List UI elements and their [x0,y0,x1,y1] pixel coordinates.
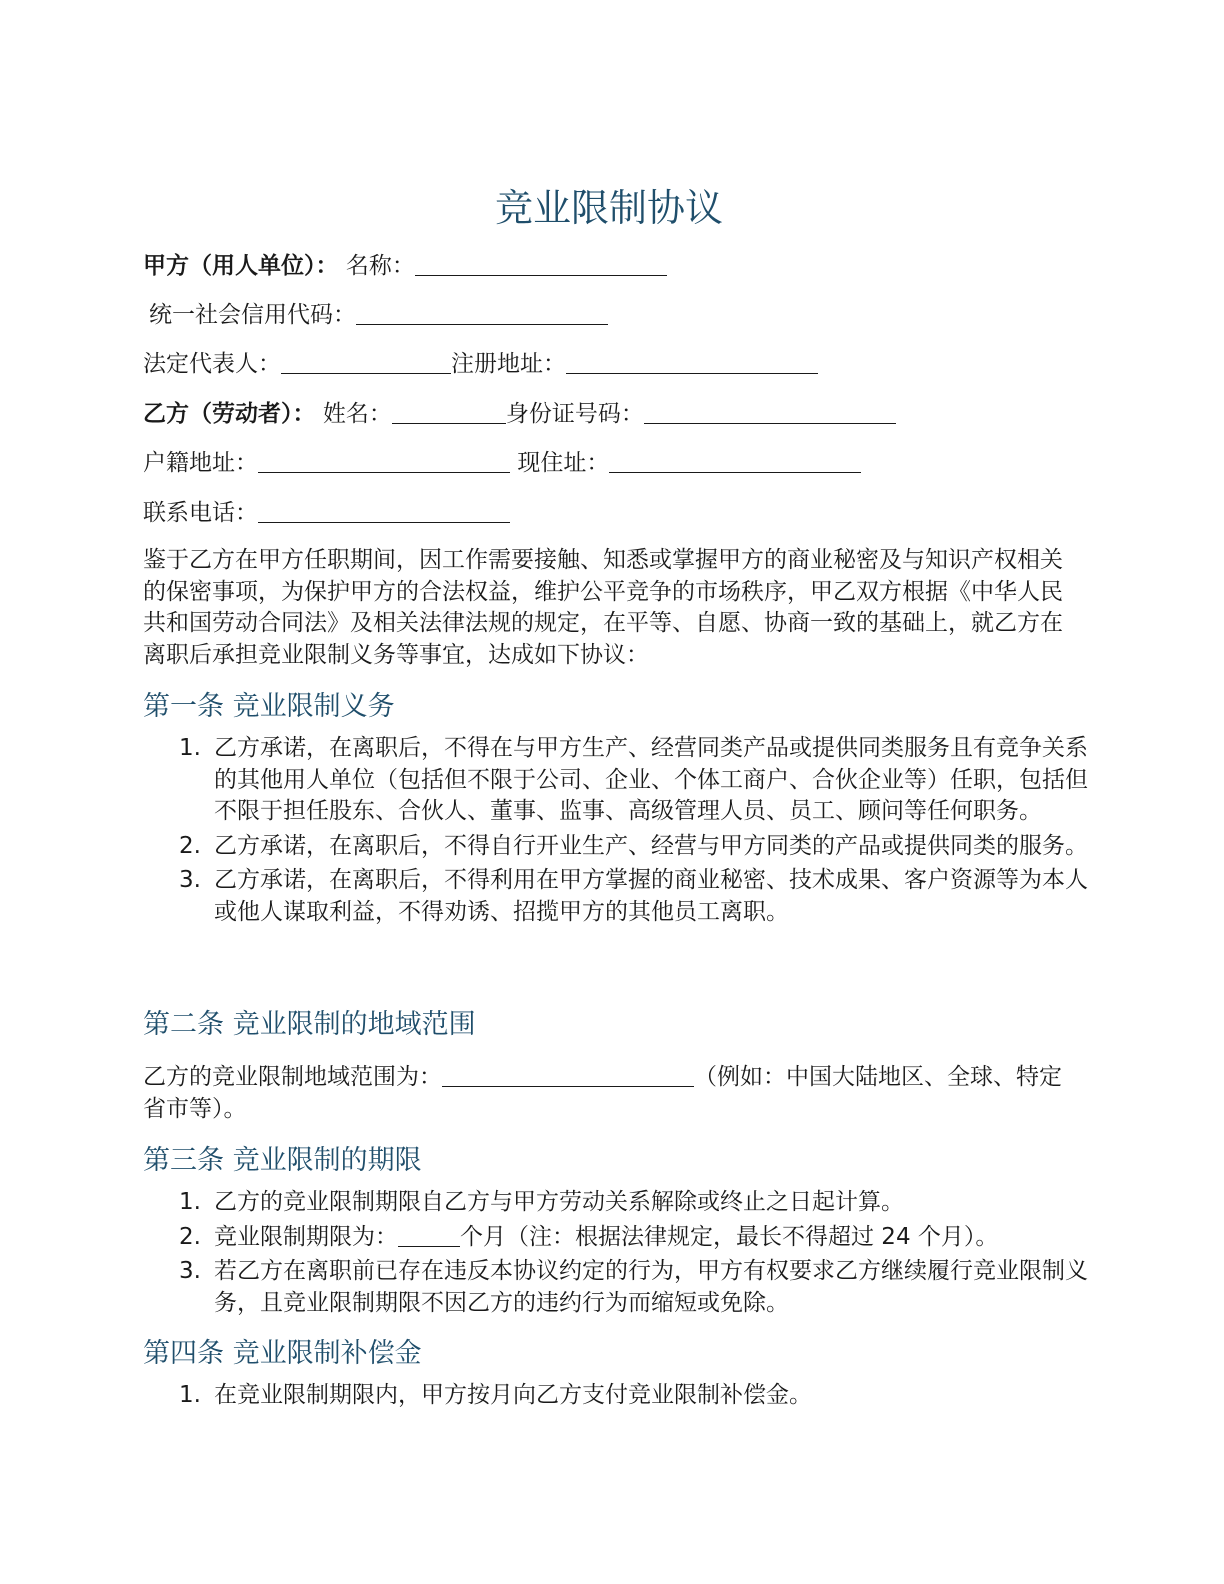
party-a-name-label: 名称： [345,253,415,279]
party-a-credit-code-line [149,299,608,331]
party-b-name-label: 姓名： [322,401,392,427]
party-b-name-blank[interactable] [392,399,506,424]
party-a-credit-code-blank[interactable] [356,300,608,325]
party-a-legal-rep-label: 法定代表人： [143,351,281,377]
list-item [143,865,1088,928]
term-months-blank[interactable] [398,1222,460,1247]
article-3-heading: 第三条 竞业限制的期限 [143,1145,422,1176]
list-item-number: 3. [179,1258,201,1284]
article-3-list [143,1187,1088,1322]
party-a-name-blank[interactable] [415,251,667,276]
list-item-text: 在竞业限制期限内，甲方按月向乙方支付竞业限制补偿金。 [214,1382,812,1408]
party-a-reg-address-blank[interactable] [566,349,818,374]
list-item-number: 1. [179,735,201,761]
list-item-number: 2. [179,1223,201,1250]
article-1-list [143,733,1088,931]
list-item [143,1256,1088,1319]
region-blank[interactable] [442,1062,694,1087]
article-2-heading: 第二条 竞业限制的地域范围 [143,1009,476,1040]
article-4-heading: 第四条 竞业限制补偿金 [143,1338,422,1369]
party-b-current-address-blank[interactable] [609,448,861,473]
list-item [143,1222,1088,1254]
party-b-name-line [143,398,896,430]
list-item-number: 3. [179,867,201,893]
list-item-number: 1. [179,1189,201,1215]
term-label: 竞业限制期限为： [214,1223,398,1250]
list-item-text: 乙方的竞业限制期限自乙方与甲方劳动关系解除或终止之日起计算。 [214,1189,904,1215]
list-item [143,733,1088,828]
list-item-text: 乙方承诺，在离职后，不得利用在甲方掌握的商业秘密、技术成果、客户资源等为本人或他人谋取利益，不得劝诱、招揽甲方的其他员工离职。 [214,867,1088,925]
party-a-reg-address-label: 注册地址： [451,351,566,377]
list-item-text: 若乙方在离职前已存在违反本协议约定的行为，甲方有权要求乙方继续履行竞业限制义务，且竞业限制期限不因乙方的违约行为而缩短或免除。 [214,1258,1088,1316]
party-a-legal-rep-line [143,348,818,380]
list-item-text: 乙方承诺，在离职后，不得自行开业生产、经营与甲方同类的产品或提供同类的服务。 [214,832,1088,859]
list-item-number: 2. [179,832,201,859]
list-item-number: 1. [179,1382,201,1408]
party-b-address-line [143,447,861,479]
party-b-current-address-label: 现住址： [517,450,610,476]
list-item [143,831,1088,863]
party-a-label: 甲方（用人单位）： [143,253,339,279]
party-b-household-blank[interactable] [258,448,510,473]
party-a-legal-rep-blank[interactable] [281,349,451,374]
list-item [143,1187,1088,1219]
list-item [143,1380,1088,1412]
party-a-credit-code-label: 统一社会信用代码： [149,302,356,328]
list-item-text: 乙方承诺，在离职后，不得在与甲方生产、经营同类产品或提供同类服务且有竞争关系的其他用人单位（包括但不限于公司、企业、个体工商户、合伙企业等）任职，包括但不限于担任股东、合伙人、董事、监事、高级管理人员、员工、顾问等任何职务。 [214,735,1088,824]
term-note: 个月（注：根据法律规定，最长不得超过 24 个月）。 [460,1223,999,1250]
party-b-phone-line [143,497,510,529]
party-b-id-blank[interactable] [644,399,896,424]
article-4-list [143,1380,1088,1415]
article-2-paragraph [143,1062,1075,1125]
party-b-household-label: 户籍地址： [143,450,258,476]
region-note: （例如：中国大陆地区、全球、特定省市等）。 [143,1064,1062,1122]
party-b-phone-label: 联系电话： [143,500,258,526]
party-b-label: 乙方（劳动者）： [143,401,316,427]
party-a-name-line [143,250,667,282]
party-b-phone-blank[interactable] [258,498,510,523]
article-1-heading: 第一条 竞业限制义务 [143,691,395,722]
preamble-paragraph: 鉴于乙方在甲方任职期间，因工作需要接触、知悉或掌握甲方的商业秘密及与知识产权相关的保密事项，为保护甲方的合法权益，维护公平竞争的市场秩序，甲乙双方根据《中华人民共和国劳动合同法》及相关法律法规的规定，在平等、自愿、协商一致的基础上，就乙方在离职后承担竞业限制义务等事宜，达成如下协议： [143,547,1063,668]
document-title: 竞业限制协议 [494,186,723,230]
region-label: 乙方的竞业限制地域范围为： [143,1064,442,1090]
party-b-id-label: 身份证号码： [505,401,644,427]
